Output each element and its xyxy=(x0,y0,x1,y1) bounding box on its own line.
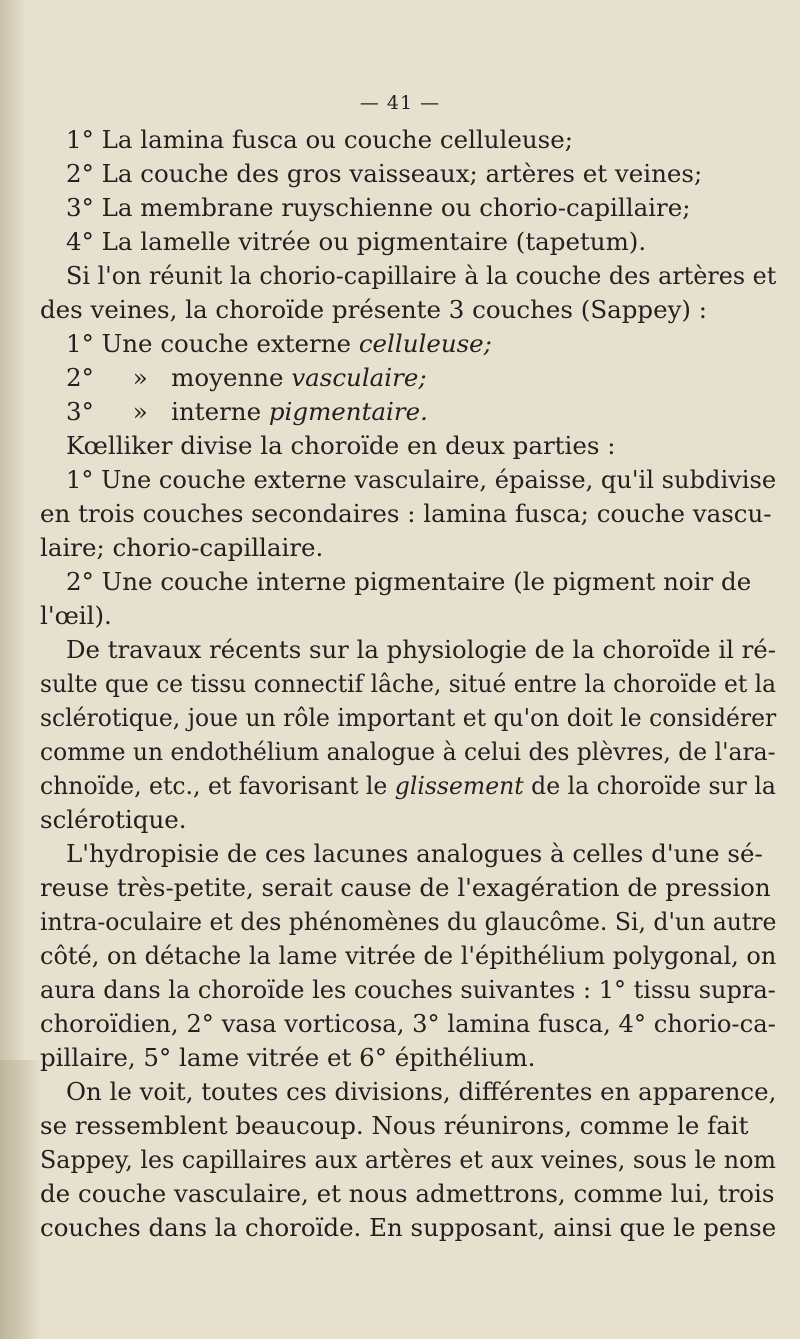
text-line: L'hydropisie de ces lacunes analogues à celles d'une sé- xyxy=(66,839,763,868)
text-line: Si l'on réunit la chorio-capillaire à la couche des artères et xyxy=(66,261,777,290)
text-line xyxy=(40,771,776,800)
text-line: en trois couches secondaires : lamina fusca; couche vascu- xyxy=(40,499,772,528)
italic-term: vasculaire; xyxy=(291,363,427,392)
text-line: De travaux récents sur la physiologie de la choroïde il ré- xyxy=(66,635,776,664)
text-line-plain: 2° » moyenne xyxy=(66,363,292,392)
text-line: sclérotique. xyxy=(40,805,187,834)
text-line: couches dans la choroïde. En supposant, ainsi que le pense xyxy=(40,1213,777,1242)
text-line: 2° Une couche interne pigmentaire (le pigment noir de xyxy=(66,567,752,596)
text-line: 1° La lamina fusca ou couche celluleuse; xyxy=(66,125,573,154)
text-line-plain: 1° Une couche externe xyxy=(66,329,359,358)
text-line-plain: 3° » interne xyxy=(66,397,269,426)
text-line: 1° Une couche externe vasculaire, épaisse, qu'il subdivise xyxy=(66,465,777,494)
text-line: intra-oculaire et des phénomènes du glaucôme. Si, d'un autre xyxy=(40,907,777,936)
text-line: aura dans la choroïde les couches suivantes : 1° tissu supra- xyxy=(40,975,776,1004)
italic-term: pigmentaire. xyxy=(268,397,428,426)
text-line: côté, on détache la lame vitrée de l'épithélium polygonal, on xyxy=(40,941,777,970)
text-line: pillaire, 5° lame vitrée et 6° épithélium. xyxy=(40,1043,536,1072)
italic-term: celluleuse; xyxy=(358,329,492,358)
page-number: — 41 — xyxy=(359,92,441,114)
text-line: l'œil). xyxy=(40,601,112,630)
text-line-plain: de la choroïde sur la xyxy=(523,771,776,800)
text-line: laire; chorio-capillaire. xyxy=(40,533,324,562)
text-line xyxy=(66,363,427,392)
text-line: comme un endothélium analogue à celui des plèvres, de l'ara- xyxy=(40,737,776,766)
text-line: Kœlliker divise la choroïde en deux parties : xyxy=(66,431,616,460)
text-line: On le voit, toutes ces divisions, différentes en apparence, xyxy=(66,1077,777,1106)
text-line: choroïdien, 2° vasa vorticosa, 3° lamina fusca, 4° chorio-ca- xyxy=(40,1009,776,1038)
text-line: sclérotique, joue un rôle important et qu'on doit le considérer xyxy=(40,703,777,732)
text-line: sulte que ce tissu connectif lâche, situé entre la choroïde et la xyxy=(40,669,777,698)
text-line: 4° La lamelle vitrée ou pigmentaire (tapetum). xyxy=(66,227,647,256)
text-line: 3° La membrane ruyschienne ou chorio-capillaire; xyxy=(66,193,691,222)
text-line: reuse très-petite, serait cause de l'exagération de pression xyxy=(40,873,771,902)
text-line: de couche vasculaire, et nous admettrons, comme lui, trois xyxy=(40,1179,775,1208)
text-line: des veines, la choroïde présente 3 couches (Sappey) : xyxy=(40,295,708,324)
italic-term: glissement xyxy=(394,771,524,800)
text-line xyxy=(66,397,428,426)
text-line xyxy=(66,329,492,358)
text-line: se ressemblent beaucoup. Nous réunirons, comme le fait xyxy=(40,1111,749,1140)
text-line: 2° La couche des gros vaisseaux; artères et veines; xyxy=(66,159,703,188)
text-line: Sappey, les capillaires aux artères et aux veines, sous le nom xyxy=(40,1145,776,1174)
text-line-plain: chnoïde, etc., et favorisant le xyxy=(40,771,395,800)
